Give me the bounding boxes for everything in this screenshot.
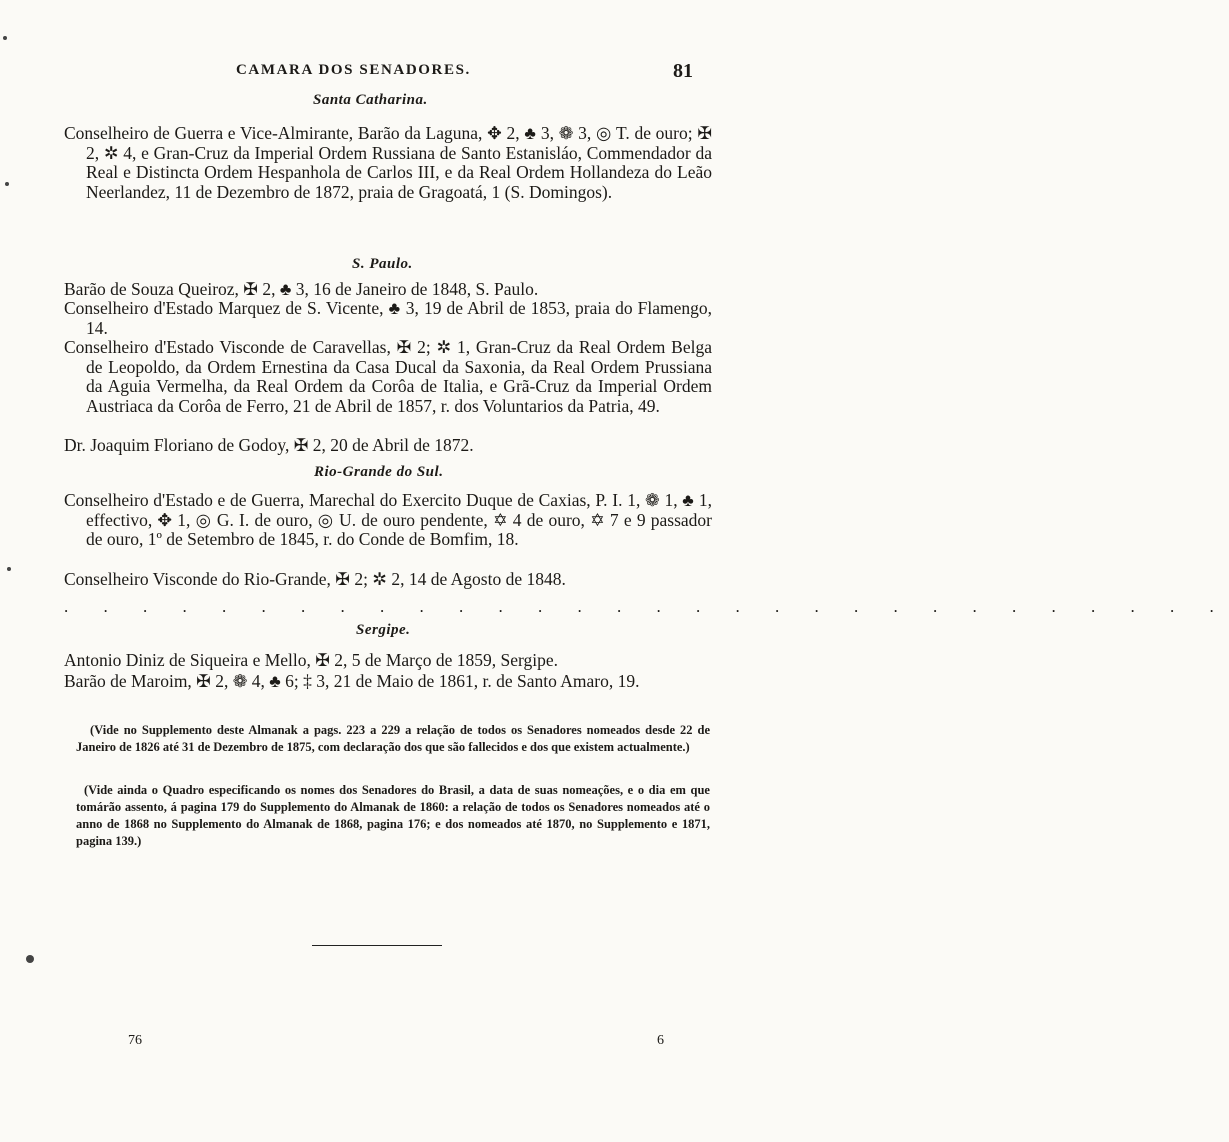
section-heading-sao-paulo: S. Paulo. <box>352 256 413 272</box>
senator-entry: Barão de Souza Queiroz, ✠ 2, ♣ 3, 16 de Janeiro de 1848, S. Paulo. <box>64 279 539 299</box>
page-number: 81 <box>673 60 693 82</box>
senator-entry: Conselheiro d'Estado Visconde de Caravellas, ✠ 2; ✲ 1, Gran-Cruz da Real Ordem Belga de Leopoldo, da Ordem Ernestina da Casa Ducal da Saxonia, da Real Ordem Prussiana da Aguia Vermelha, da Real Ordem da Corôa de Italia, e Grã-Cruz da Imperial Ordem Austriaca da Corôa de Ferro, 21 de Abril de 1857, r. dos Voluntarios da Patria, 49. <box>64 337 712 416</box>
scan-speck <box>7 567 11 571</box>
note-paragraph: (Vide no Supplemento deste Almanak a pags. 223 a 229 a relação de todos os Senadores nomeados desde 22 de Janeiro de 1826 até 31 de Dezembro de 1875, com declaração dos que são fallecidos e dos que existem actualmente.) <box>76 723 710 754</box>
senator-entry: Conselheiro de Guerra e Vice-Almirante, Barão da Laguna, ✥ 2, ♣ 3, ❁ 3, ◎ T. de ouro; ✠ 2, ✲ 4, e Gran-Cruz da Imperial Ordem Russiana de Santo Estanisláo, Commendador da Real e Distincta Ordem Hespanhola de Carlos III, e da Real Ordem Hollandeza do Leão Neerlandez, 11 de Dezembro de 1872, praia de Gragoatá, 1 (S. Domingos). <box>64 123 712 202</box>
section-heading-santa-catharina: Santa Catharina. <box>313 92 428 108</box>
note-paragraph: (Vide ainda o Quadro especificando os nomes dos Senadores do Brasil, a data de suas nomeações, e o dia em que tomárão assento, á pagina 179 do Supplemento do Almanak de 1860: a relação de todos os Senadores nomeados até o anno de 1868 no Supplemento do Almanak de 1868, pagina 176; e dos nomeados até 1870, no Supplemento e 1871, pagina 139.) <box>76 783 710 848</box>
signature-mark-left: 76 <box>128 1033 142 1048</box>
signature-mark-right: 6 <box>657 1033 664 1048</box>
ellipsis-separator: . . . . . . . . . . . . . . . . . . . . . . . . . . . . . . <box>64 597 1229 616</box>
section-heading-rio-grande: Rio-Grande do Sul. <box>314 464 444 480</box>
running-head: CAMARA DOS SENADORES. <box>236 62 471 78</box>
senator-entry: Conselheiro d'Estado Marquez de S. Vicente, ♣ 3, 19 de Abril de 1853, praia do Flamengo, 14. <box>64 298 712 338</box>
scan-speck <box>26 955 34 963</box>
horizontal-rule <box>312 945 442 946</box>
scan-speck <box>3 36 7 40</box>
senator-entry: Conselheiro d'Estado e de Guerra, Marechal do Exercito Duque de Caxias, P. I. 1, ❁ 1, ♣ 1, effectivo, ✥ 1, ◎ G. I. de ouro, ◎ U. de ouro pendente, ✡ 4 de ouro, ✡ 7 e 9 passador de ouro, 1º de Setembro de 1845, r. do Conde de Bomfim, 18. <box>64 490 712 549</box>
senator-entry: Antonio Diniz de Siqueira e Mello, ✠ 2, 5 de Março de 1859, Sergipe. <box>64 650 559 670</box>
senator-entry: Barão de Maroim, ✠ 2, ❁ 4, ♣ 6; ‡ 3, 21 de Maio de 1861, r. de Santo Amaro, 19. <box>64 671 640 691</box>
senator-entry: Conselheiro Visconde do Rio-Grande, ✠ 2; ✲ 2, 14 de Agosto de 1848. <box>64 569 566 589</box>
senator-entry: Dr. Joaquim Floriano de Godoy, ✠ 2, 20 de Abril de 1872. <box>64 435 474 455</box>
scan-speck <box>5 182 9 186</box>
section-heading-sergipe: Sergipe. <box>356 622 411 638</box>
